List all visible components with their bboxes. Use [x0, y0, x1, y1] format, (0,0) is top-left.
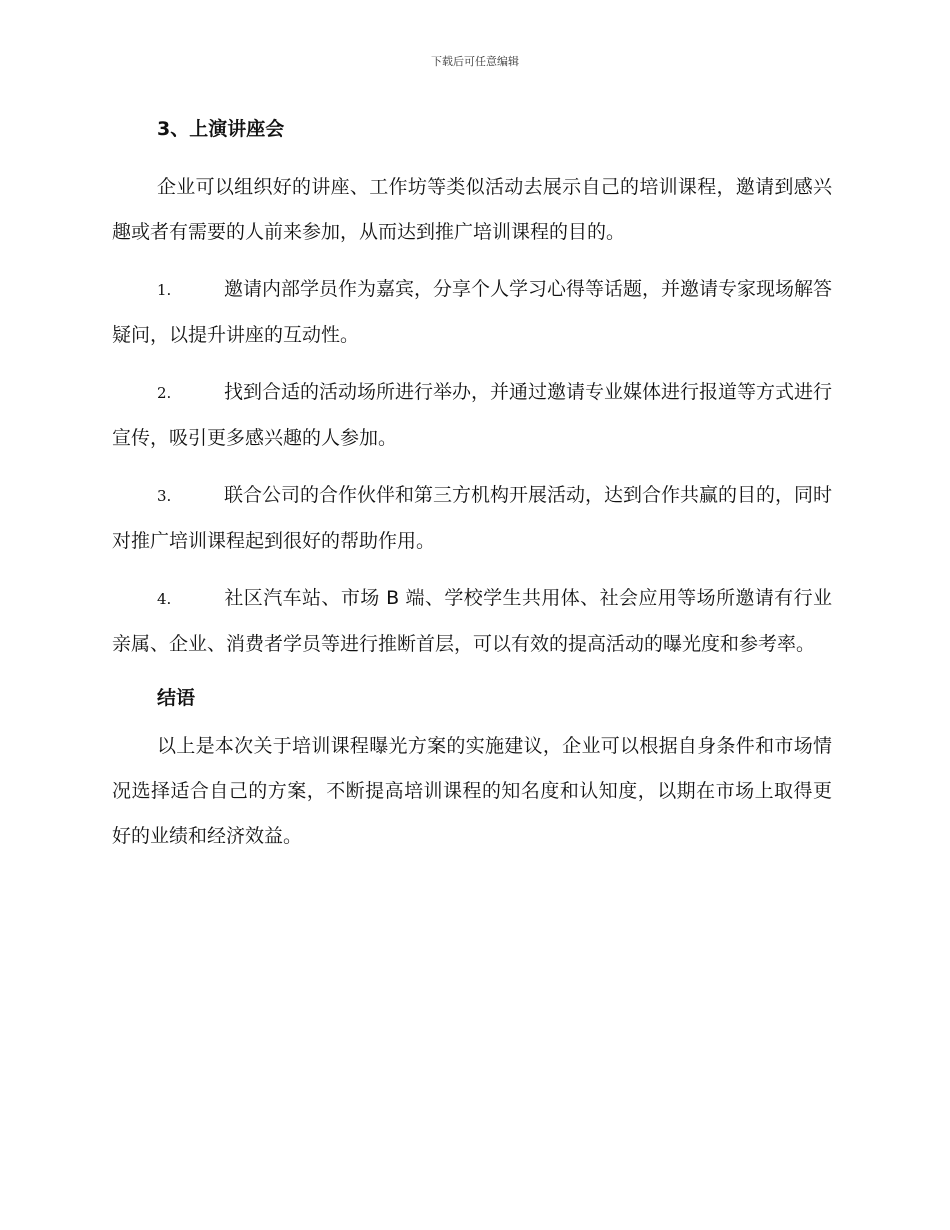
closing-heading: 结语 — [157, 687, 196, 709]
list-item-text: 联合公司的合作伙伴和第三方机构开展活动，达到合作共赢的目的，同时对推广培训课程起到很好的帮助作用。 — [112, 484, 833, 552]
list-item-text: 邀请内部学员作为嘉宾，分享个人学习心得等话题，并邀请专家现场解答疑问，以提升讲座的互动性。 — [112, 278, 833, 346]
list-item-text: 社区汽车站、市场 B 端、学校学生共用体、社会应用等场所邀请有行业亲属、企业、消费者学员等进行推断首层，可以有效的提高活动的曝光度和参考率。 — [112, 587, 832, 655]
list-item-3 — [112, 473, 832, 564]
section-intro-paragraph: 企业可以组织好的讲座、工作坊等类似活动去展示自己的培训课程，邀请到感兴趣或者有需要的人前来参加，从而达到推广培训课程的目的。 — [112, 176, 832, 243]
page-header-note: 下载后可任意编辑 — [431, 55, 519, 68]
closing-paragraph: 以上是本次关于培训课程曝光方案的实施建议，企业可以根据自身条件和市场情况选择适合自己的方案，不断提高培训课程的知名度和认知度，以期在市场上取得更好的业绩和经济效益。 — [112, 735, 832, 847]
list-item-number: 4. — [157, 590, 172, 608]
document-body — [112, 112, 832, 871]
list-item-number: 2. — [157, 384, 172, 402]
list-item-2 — [112, 370, 832, 461]
list-item-number: 3. — [157, 487, 172, 505]
list-item-1 — [112, 267, 832, 358]
list-item-text: 找到合适的活动场所进行举办，并通过邀请专业媒体进行报道等方式进行宣传，吸引更多感兴趣的人参加。 — [112, 381, 833, 449]
section-heading: 3、上演讲座会 — [157, 118, 285, 140]
list-item-number: 1. — [157, 281, 172, 299]
list-item-4 — [112, 576, 832, 667]
